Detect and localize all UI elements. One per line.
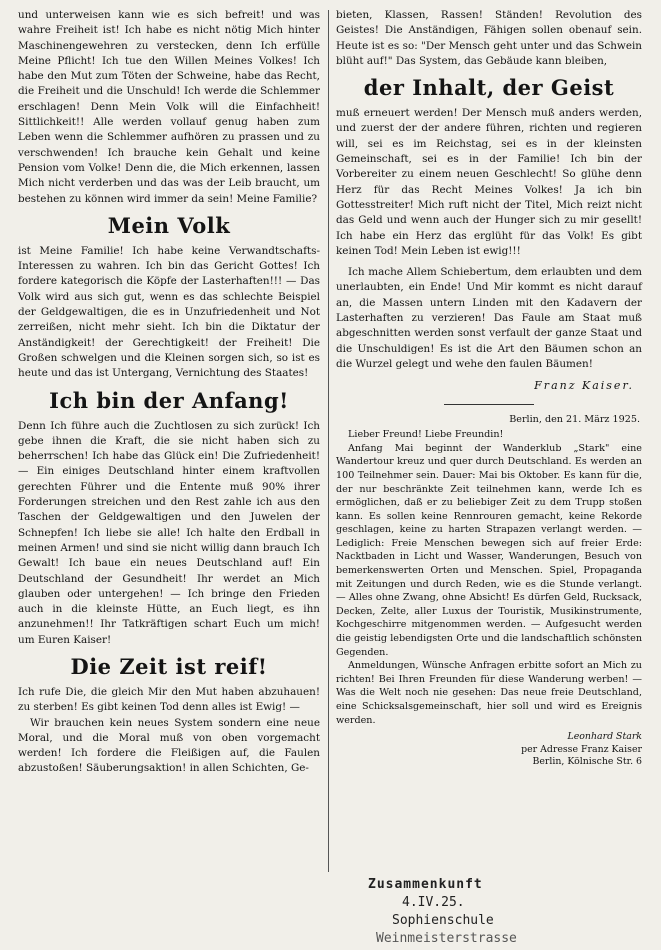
paragraph: und unterweisen kann wie es sich befreit! und was wahre Freiheit ist! Ich habe es nicht nötig Mich hinter Maschinengewehren zu verstecken, denn Ich erfülle Meine Pflicht! Ich tue den Willen Meines Volkes! Ich habe den Mut zum Töten der Schweine, habe das Recht, die Freiheit und die Unschuld! Ich werde die Schlemmer erschlagen! Denn Mein Volk will die Einfachheit! Sittlichkeit!! Alle werden vollauf genug haben zum Leben wenn die Schlemmer aufhören zu prassen und zu verschwenden! Ich brauche kein Gehalt und keine Pension vom Volke! Denn die, die Mich erkennen, lassen Mich nicht verderben und das was der Leib braucht, um bestehen zu können wird immer da sein! Meine Familie? <box>18 9 320 205</box>
signer-name: Leonhard Stark <box>567 731 642 743</box>
paragraph: Ich mache Allem Schiebertum, dem erlaubten und dem unerlaubten, ein Ende! Und Mir kommt es nicht darauf an, die Massen untern Linden mit den Kadavern der Lasterhaften zu verzieren! Das Faule am Staat muß abgeschnitten werden sonst verfault der ganze Staat und die Unschuldigen! Es ist die Art den Bäumen schon an die Wurzel gelegt und wehe den faulen Bäumen! <box>336 266 642 370</box>
right-column <box>336 8 642 769</box>
paragraph: muß erneuert werden! Der Mensch muß anders werden, und zuerst der der andere führen, richten und regieren will, sei es im Reichstag, sei es in der kleinsten Gemeinschaft, sei es in der Familie! Ich bin der Vorbereiter zu einem neuen Geschlecht! So glühe denn Herz für das Recht Meines Volkes! Ja ich bin Gottesstreiter! Mich ruft nicht der Titel, Mich reizt nicht das Geld und wenn auch der Hunger sich zu mir gesellt! Ich habe ein Herz das erglüht für das Volk! Es gibt keinen Tod! Mein Leben ist ewig!!! <box>336 107 642 257</box>
paragraph: Denn Ich führe auch die Zuchtlosen zu sich zurück! Ich gebe ihnen die Kraft, die sie nicht haben sich zu beherrschen! Ich habe das Glück ein! Die Zufriedenheit! — Ein einiges Deutschland hinter einem kraftvollen gerechten Führer und die Entente muß 90% ihrer Forderungen streichen und den Rest zahle ich aus den Taschen der Geldgewaltigen und den Juwelen der Schnepfen! Ich liebe sie alle! Ich halte den Erdball in meinen Armen! und sind sie nicht willig dann brauch Ich Gewalt! Ich baue ein neues Deutschland auf! Ein Deutschland der Gesundheit! Ihr werdet an Mich glauben oder untergehen! — Ich bringe den Frieden auch in die kleinste Hütte, an Euch liegt, es ihn anzunehmen!! Ihr Tatkräftigen schart Euch um mich! um Euren Kaiser! <box>18 419 320 646</box>
signature-franz-kaiser: Franz Kaiser. <box>534 379 634 393</box>
letter-signer <box>336 731 642 769</box>
letter-salutation: Lieber Freund! Liebe Freundin! <box>348 429 504 441</box>
stamp-line: Zusammenkunft <box>368 877 483 892</box>
paragraph: ist Meine Familie! Ich habe keine Verwandtschafts-Interessen zu wahren. Ich bin das Gericht Gottes! Ich fordere kategorisch die Köpfe der Lasterhaften!!! — Das Volk wird aus sich gut, wenn es das schlechte Beispiel der Geldgewaltigen, die es in Unzufriedenheit und Not zerreißen, nicht mehr sieht. Ich bin die Diktatur der Anständigkeit! der Gerechtigkeit! der Freiheit! Die Großen schwelgen und die Kleinen sorgen sich, so ist es heute und das ist Untergang, Vernichtung des Staates! <box>18 244 320 380</box>
heading-mein-volk: Mein Volk <box>107 212 231 238</box>
section-rule <box>444 404 534 405</box>
typed-stamp <box>362 876 602 948</box>
paragraph: Ich rufe Die, die gleich Mir den Mut haben abzuhauen! zu sterben! Es gibt keinen Tod denn alles ist Ewig! — <box>18 685 320 714</box>
letter-body: Anmeldungen, Wünsche Anfragen erbitte sofort an Mich zu richten! Bei Ihren Freunden für diese Wanderung werben! — Was die Welt noch nie gesehen: Das neue freie Deutschland, eine Schicksalsgemeinschaft, hier soll und wird es Ereignis werden. <box>336 660 642 726</box>
heading-ich-bin-der-anfang: Ich bin der Anfang! <box>49 387 289 413</box>
stamp-line: 4.IV.25. <box>402 895 465 910</box>
heading-der-inhalt-der-geist: der Inhalt, der Geist <box>363 75 615 101</box>
paragraph: Wir brauchen kein neues System sondern eine neue Moral, und die Moral muß von oben vorgemacht werden! Ich fordere die Fleißigen auf, die Faulen abzustoßen! Säuberungsaktion! in allen Schichten, Ge- <box>18 716 320 775</box>
paragraph: bieten, Klassen, Rassen! Ständen! Revolution des Geistes! Die Anständigen, Fähigen sollen obenauf sein. Heute ist es so: "Der Mensch geht unter und das Schwein blüht auf!" Das System, das Gebäude kann bleiben, <box>336 9 642 67</box>
left-column <box>18 8 320 777</box>
signer-address: per Adresse Franz Kaiser <box>521 743 642 755</box>
letter <box>336 413 642 769</box>
stamp-line: Weinmeisterstrasse <box>376 931 517 946</box>
signer-city: Berlin, Kölnische Str. 6 <box>532 756 642 768</box>
letter-date: Berlin, den 21. März 1925. <box>509 413 640 425</box>
stamp-line: Sophienschule <box>392 913 494 928</box>
heading-die-zeit-ist-reif: Die Zeit ist reif! <box>70 653 268 679</box>
column-divider <box>328 10 329 872</box>
letter-body: Anfang Mai beginnt der Wanderklub „Stark" eine Wandertour kreuz und quer durch Deutschland. Es werden an 100 Teilnehmer sein. Dauer: Mai bis Oktober. Es kann für die, der nur beschränkte Zeit teilnehmen kann, werde Ich es ermöglichen, daß er zu beliebiger Zeit zu dem Trupp stoßen kann. Es sollen keine Rennrouren gemacht, keine Rekorde geschlagen, keine zu harten Strapazen verlangt werden. — Lediglich: Freie Menschen bewegen sich auf freier Erde: Nacktbaden in Licht und Wasser, Wanderungen, Besuch von bemerkenswerten Orten und Menschen. Spiel, Propaganda mit Zeitungen und durch Reden, wie es die Stunde verlangt. — Alles ohne Zwang, ohne Absicht! Es dürfen Geld, Rucksack, Decken, Zelte, aller Luxus der Touristik, Musikinstrumente, Kochgeschirre mitgenommen werden. — Aufgesucht werden die geistig lebendigsten Orte und die landschaftlich schönsten Gegenden. <box>336 442 642 658</box>
